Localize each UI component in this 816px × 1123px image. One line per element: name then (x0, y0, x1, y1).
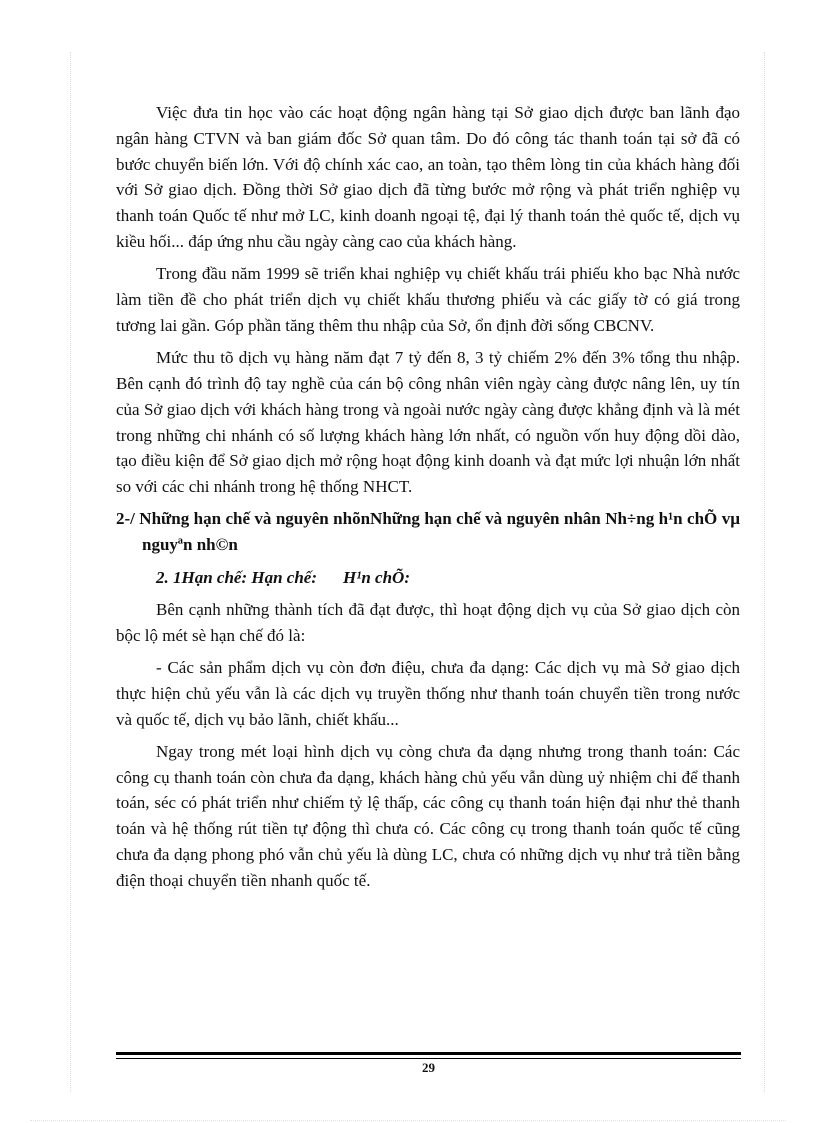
paragraph-service-revenue: Mức thu tõ dịch vụ hàng năm đạt 7 tỷ đến 8, 3 tỷ chiếm 2% đến 3% tổng thu nhập. Bên cạnh đó trình độ tay nghề của cán bộ công nhân viên ngày càng được nâng lên, uy tín của Sở giao dịch với khách hàng trong và ngoài nước ngày càng được khẳng định và là mét trong những chi nhánh có số lượng khách hàng lớn nhất, có nguồn vốn huy động dồi dào, tạo điều kiện để Sở giao dịch mở rộng hoạt động kinh doanh và đạt mức lợi nhuận lớn nhất so với các chi nhánh trong hệ thống NHCT. (116, 348, 740, 497)
footer-rule (116, 1052, 741, 1055)
paragraph-limitations-intro: Bên cạnh những thành tích đã đạt được, thì hoạt động dịch vụ của Sở giao dịch còn bộc lộ mét sè hạn chế đó là: (116, 599, 740, 645)
page-bottom-border (30, 1120, 786, 1121)
subsection-heading (116, 565, 740, 591)
subsection-heading-garbled: H¹n chÕ: (343, 567, 410, 587)
page-number: 29 (422, 1060, 435, 1075)
section-heading: 2-/ Những hạn chế và nguyên nhõnNhững hạn chế và nguyên nhân Nh÷ng h¹n chÕ vµ nguyªn nh©n (116, 509, 740, 555)
paragraph-it-adoption: Việc đưa tin học vào các hoạt động ngân hàng tại Sở giao dịch được ban lãnh đạo ngân hàng CTVN và ban giám đốc Sở quan tâm. Do đó công tác thanh toán tại sở đã có bước chuyển biến lớn. Với độ chính xác cao, an toàn, tạo thêm lòng tin của khách hàng đối với Sở giao dịch. Đồng thời Sở giao dịch đã từng bước mở rộng và phát triển nghiệp vụ thanh toán Quốc tế như mở LC, kinh doanh ngoại tệ, đại lý thanh toán thẻ quốc tế, dịch vụ kiều hối... đáp ứng nhu cầu ngày càng cao của khách hàng. (116, 103, 740, 251)
paragraph-limitations-payment-tools: Ngay trong mét loại hình dịch vụ còng chưa đa dạng nhưng trong thanh toán: Các công cụ thanh toán còn chưa đa dạng, khách hàng chủ yếu vẫn dùng uỷ nhiệm chi để thanh toán, séc có phát triển như chiếm tỷ lệ thấp, các công cụ thanh toán hiện đại như thẻ thanh toán và hệ thống rút tiền tự động thì chưa có. Các công cụ trong thanh toán quốc tế cũng chưa đa dạng phong phó vẫn chủ yếu là dùng LC, chưa có những dịch vụ như trả tiền bằng điện thoại chuyển tiền nhanh quốc tế. (116, 741, 740, 890)
document-body (116, 100, 740, 900)
paragraph-limitations-products: - Các sản phẩm dịch vụ còn đơn điệu, chưa đa dạng: Các dịch vụ mà Sở giao dịch thực hiện chủ yếu vẫn là các dịch vụ truyền thống như thanh toán chuyển tiền trong nước và quốc tế, dịch vụ bảo lãnh, chiết khấu... (116, 657, 740, 729)
subsection-heading-title: 2. 1Hạn chế: Hạn chế: (156, 567, 318, 587)
footer-rule-thin (116, 1058, 741, 1059)
paragraph-discount-services: Trong đầu năm 1999 sẽ triển khai nghiệp vụ chiết khấu trái phiếu kho bạc Nhà nước làm tiền đề cho phát triển dịch vụ chiết khấu thương phiếu và các giấy tờ có giá trong tương lai gần. Góp phần tăng thêm thu nhập của Sở, ổn định đời sống CBCNV. (116, 264, 740, 335)
